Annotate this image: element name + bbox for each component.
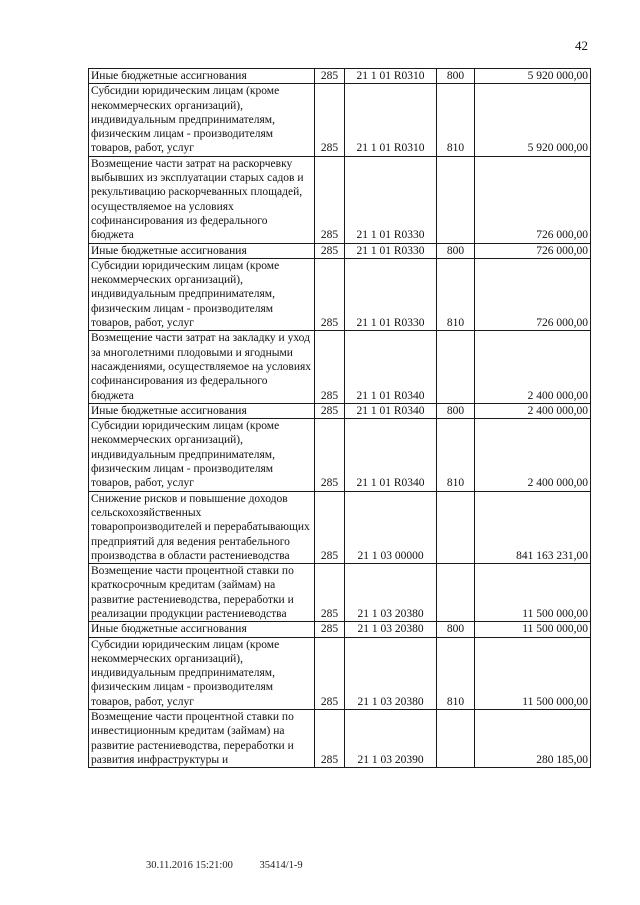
row-cs: 21 1 01 R0330 — [345, 258, 437, 330]
row-sum: 841 163 231,00 — [475, 491, 591, 563]
row-gr: 285 — [315, 637, 345, 709]
row-gr: 285 — [315, 258, 345, 330]
row-gr: 285 — [315, 622, 345, 637]
row-gr: 285 — [315, 69, 345, 84]
row-name: Иные бюджетные ассигнования — [89, 622, 315, 637]
row-vr — [437, 491, 475, 563]
row-name: Субсидии юридическим лицам (кроме некоммерческих организаций), индивидуальным предпринимателям, физическим лицам - производителям товаров, работ, услуг — [89, 419, 315, 491]
row-gr: 285 — [315, 331, 345, 403]
row-gr: 285 — [315, 564, 345, 622]
table-row — [89, 637, 591, 709]
row-sum: 2 400 000,00 — [475, 331, 591, 403]
table-row — [89, 622, 591, 637]
row-cs: 21 1 01 R0330 — [345, 156, 437, 243]
row-sum: 5 920 000,00 — [475, 84, 591, 156]
budget-table — [88, 68, 591, 768]
row-sum: 5 920 000,00 — [475, 69, 591, 84]
table-row — [89, 243, 591, 258]
table-row — [89, 419, 591, 491]
table-row — [89, 258, 591, 330]
row-cs: 21 1 03 20380 — [345, 637, 437, 709]
row-cs: 21 1 03 00000 — [345, 491, 437, 563]
row-name: Иные бюджетные ассигнования — [89, 243, 315, 258]
table-row — [89, 491, 591, 563]
row-gr: 285 — [315, 710, 345, 768]
page-footer — [146, 860, 327, 871]
row-name: Возмещение части процентной ставки по краткосрочным кредитам (займам) на развитие растениеводства, переработки и реализации продукции растениеводства — [89, 564, 315, 622]
row-name: Иные бюджетные ассигнования — [89, 403, 315, 418]
row-sum: 11 500 000,00 — [475, 622, 591, 637]
row-name: Субсидии юридическим лицам (кроме некоммерческих организаций), индивидуальным предпринимателям, физическим лицам - производителям товаров, работ, услуг — [89, 258, 315, 330]
row-vr: 810 — [437, 637, 475, 709]
row-gr: 285 — [315, 419, 345, 491]
row-sum: 2 400 000,00 — [475, 403, 591, 418]
table-row — [89, 69, 591, 84]
footer-doc-code: 35414/1-9 — [259, 860, 303, 871]
row-vr: 810 — [437, 419, 475, 491]
row-cs: 21 1 01 R0310 — [345, 84, 437, 156]
row-name: Возмещение части процентной ставки по инвестиционным кредитам (займам) на развитие растениеводства, переработки и развития инфраструктуры и — [89, 710, 315, 768]
row-vr: 800 — [437, 69, 475, 84]
row-vr — [437, 710, 475, 768]
row-name: Субсидии юридическим лицам (кроме некоммерческих организаций), индивидуальным предпринимателям, физическим лицам - производителям товаров, работ, услуг — [89, 637, 315, 709]
row-cs: 21 1 01 R0330 — [345, 243, 437, 258]
budget-table-body — [89, 69, 591, 768]
row-sum: 11 500 000,00 — [475, 564, 591, 622]
row-vr: 810 — [437, 258, 475, 330]
row-vr: 800 — [437, 243, 475, 258]
row-cs: 21 1 01 R0340 — [345, 403, 437, 418]
row-cs: 21 1 03 20380 — [345, 564, 437, 622]
row-name: Возмещение части затрат на закладку и уход за многолетними плодовыми и ягодными насаждениями, осуществляемое на условиях софинансирования из федерального бюджета — [89, 331, 315, 403]
page-number: 42 — [575, 38, 588, 53]
row-name: Иные бюджетные ассигнования — [89, 69, 315, 84]
row-sum: 2 400 000,00 — [475, 419, 591, 491]
row-sum: 726 000,00 — [475, 243, 591, 258]
row-name: Возмещение части затрат на раскорчевку выбывших из эксплуатации старых садов и рекультивацию раскорчеванных площадей, осуществляемое на условиях софинансирования из федерального бюджета — [89, 156, 315, 243]
table-row — [89, 84, 591, 156]
table-row — [89, 710, 591, 768]
table-row — [89, 564, 591, 622]
row-vr: 800 — [437, 622, 475, 637]
row-name: Субсидии юридическим лицам (кроме некоммерческих организаций), индивидуальным предпринимателям, физическим лицам - производителям товаров, работ, услуг — [89, 84, 315, 156]
row-gr: 285 — [315, 243, 345, 258]
footer-datetime: 30.11.2016 15:21:00 — [146, 860, 233, 871]
row-vr: 810 — [437, 84, 475, 156]
row-vr — [437, 331, 475, 403]
row-cs: 21 1 03 20390 — [345, 710, 437, 768]
row-cs: 21 1 01 R0340 — [345, 419, 437, 491]
table-row — [89, 403, 591, 418]
row-sum: 280 185,00 — [475, 710, 591, 768]
row-cs: 21 1 03 20380 — [345, 622, 437, 637]
row-gr: 285 — [315, 84, 345, 156]
table-row — [89, 156, 591, 243]
row-sum: 726 000,00 — [475, 258, 591, 330]
table-row — [89, 331, 591, 403]
row-gr: 285 — [315, 156, 345, 243]
row-vr — [437, 564, 475, 622]
row-gr: 285 — [315, 491, 345, 563]
row-cs: 21 1 01 R0310 — [345, 69, 437, 84]
row-sum: 11 500 000,00 — [475, 637, 591, 709]
row-vr: 800 — [437, 403, 475, 418]
row-name: Снижение рисков и повышение доходов сельскохозяйственных товаропроизводителей и перерабатывающих предприятий для ведения рентабельного производства в области растениеводства — [89, 491, 315, 563]
row-sum: 726 000,00 — [475, 156, 591, 243]
row-gr: 285 — [315, 403, 345, 418]
row-cs: 21 1 01 R0340 — [345, 331, 437, 403]
row-vr — [437, 156, 475, 243]
